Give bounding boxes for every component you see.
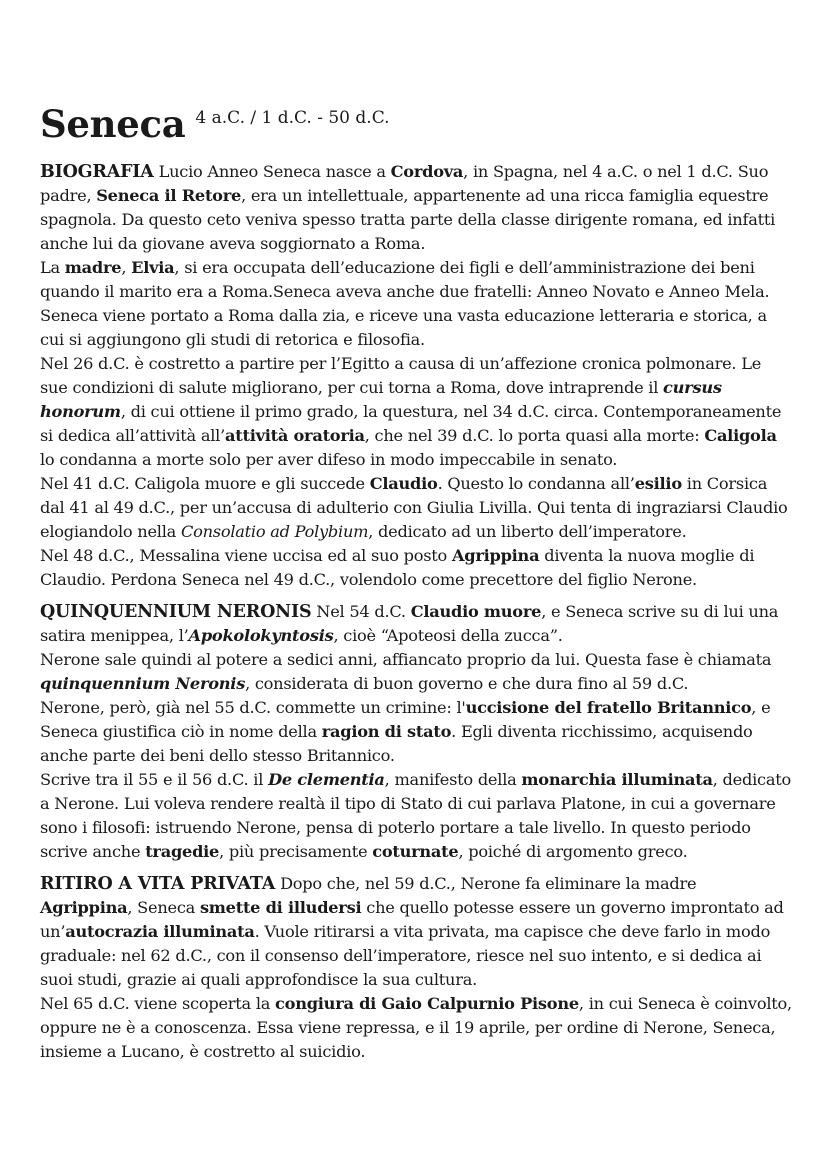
section-heading: BIOGRAFIA: [40, 162, 154, 182]
text: lo condanna a morte solo per aver difeso in modo impeccabile in senato.: [40, 450, 618, 469]
text: Scrive tra il 55 e il 56 d.C. il: [40, 770, 269, 789]
paragraph: [40, 696, 792, 768]
text: Nel 41 d.C. Caligola muore e gli succede: [40, 474, 370, 493]
bold-text: Elvia: [131, 258, 175, 277]
text: Nel 26 d.C. è costretto a partire per l’Egitto a causa di un’affezione cronica polmonare. Le sue condizioni di salute migliorano, per cui torna a Roma, dove intraprende il: [40, 354, 762, 397]
page-title: Seneca: [40, 102, 186, 146]
paragraph: [40, 472, 792, 544]
bold-text: Claudio muore: [410, 602, 542, 621]
text: Lucio Anneo Seneca nasce a: [153, 162, 391, 181]
text: Dopo che, nel 59 d.C., Nerone fa eliminare la madre: [275, 874, 697, 893]
bold-italic-text: quinquennium Neronis: [40, 674, 246, 693]
bold-text: congiura di Gaio Calpurnio Pisone: [275, 994, 579, 1013]
paragraph: [40, 992, 792, 1064]
text: , in Spagna, nel 4 a.C. o nel 1 d.C. Suo padre,: [40, 162, 769, 205]
text: , Seneca: [127, 898, 200, 917]
bold-text: Claudio: [369, 474, 438, 493]
text: , poiché di argomento greco.: [458, 842, 688, 861]
text: Nerone sale quindi al potere a sedici anni, affiancato proprio da lui. Questa fase è chiamata: [40, 650, 772, 669]
bold-italic-text: cursus honorum: [40, 378, 722, 421]
bold-text: Agrippina: [40, 898, 128, 917]
text: , si era occupata dell’educazione dei figli e dell’amministrazione dei beni quando il marito era a Roma.Seneca aveva anche due fratelli: Anneo Novato e Anneo Mela. Seneca viene portato a Roma dalla zia, e riceve una vasta educazione letteraria e storica, a cui si aggiungono gli studi di retorica e filosofia.: [40, 258, 770, 349]
paragraph: [40, 160, 792, 256]
bold-text: coturnate: [372, 842, 459, 861]
bold-italic-text: De clementia: [268, 770, 385, 789]
section-heading: QUINQUENNIUM NERONIS: [40, 602, 312, 622]
text: diventa la nuova moglie di Claudio. Perdona Seneca nel 49 d.C., volendolo come precettore del figlio Nerone.: [40, 546, 755, 589]
text: Nerone, però, già nel 55 d.C. commette un crimine: l': [40, 698, 466, 717]
paragraph: [40, 544, 792, 592]
life-dates: 4 a.C. / 1 d.C. - 50 d.C.: [195, 108, 390, 128]
bold-italic-text: Apokolokyntosis: [188, 626, 334, 645]
text: La: [40, 258, 65, 277]
bold-text: attività oratoria: [225, 426, 365, 445]
bold-text: Seneca il Retore: [96, 186, 242, 205]
text: . Questo lo condanna all’: [437, 474, 635, 493]
title-row: [40, 98, 792, 150]
text: Nel 54 d.C.: [311, 602, 411, 621]
text: , era un intellettuale, appartenente ad una ricca famiglia equestre spagnola. Da questo ceto veniva spesso tratta parte della classe dirigente romana, ed infatti anche lui da giovane aveva soggiornato a Roma.: [40, 186, 776, 253]
text: Nel 48 d.C., Messalina viene uccisa ed al suo posto: [40, 546, 452, 565]
section-biografia: [40, 160, 792, 592]
text: , in cui Seneca è coinvolto, oppure ne è a conoscenza. Essa viene repressa, e il 19 aprile, per ordine di Nerone, Seneca, insieme a Lucano, è costretto al suicidio.: [40, 994, 792, 1061]
bold-text: Cordova: [390, 162, 464, 181]
text: , dedicato ad un liberto dell’imperatore.: [368, 522, 687, 541]
bold-text: uccisione del fratello Britannico: [465, 698, 752, 717]
text: , di cui ottiene il primo grado, la questura, nel 34 d.C. circa. Contemporaneamente si dedica all’attività all’: [40, 402, 782, 445]
bold-text: ragion di stato: [321, 722, 452, 741]
text: , e Seneca giustifica ciò in nome della: [40, 698, 771, 741]
text: ,: [121, 258, 132, 277]
text: . Egli diventa ricchissimo, acquisendo anche parte dei beni dello stesso Britannico.: [40, 722, 753, 765]
document-page: [40, 98, 792, 1072]
bold-text: Agrippina: [451, 546, 540, 565]
text: che quello potesse essere un governo improntato ad un’: [40, 898, 784, 941]
text: in Corsica dal 41 al 49 d.C., per un’accusa di adulterio con Giulia Livilla. Qui tenta di ingraziarsi Claudio elogiandolo nella: [40, 474, 788, 541]
bold-text: autocrazia illuminata: [65, 922, 255, 941]
section-ritiro: [40, 872, 792, 1064]
text: , considerata di buon governo e che dura fino al 59 d.C.: [245, 674, 689, 693]
paragraph: [40, 872, 792, 992]
paragraph: [40, 352, 792, 472]
text: . Vuole ritirarsi a vita privata, ma capisce che deve farlo in modo graduale: nel 62 d.C., con il consenso dell’imperatore, riesce nel suo intento, e si dedica ai suoi studi, grazie ai quali approfondisce la sua cultura.: [40, 922, 771, 989]
paragraph: [40, 600, 792, 648]
text: , e Seneca scrive su di lui una satira menippea, l’: [40, 602, 779, 645]
section-quinquennium: [40, 600, 792, 864]
bold-text: monarchia illuminata: [521, 770, 713, 789]
text: , dedicato a Nerone. Lui voleva rendere realtà il tipo di Stato di cui parlava Platone, in cui a governare sono i filosofi: istruendo Nerone, pensa di poterlo portare a tale livello. In questo periodo scrive anche: [40, 770, 792, 861]
text: , che nel 39 d.C. lo porta quasi alla morte:: [364, 426, 705, 445]
bold-text: smette di illudersi: [199, 898, 362, 917]
text: , cioè “Apoteosi della zucca”.: [333, 626, 563, 645]
section-heading: RITIRO A VITA PRIVATA: [40, 874, 276, 894]
text: , manifesto della: [384, 770, 522, 789]
paragraph: [40, 768, 792, 864]
paragraph: [40, 648, 792, 696]
bold-text: Caligola: [704, 426, 777, 445]
bold-text: esilio: [634, 474, 682, 493]
paragraph: [40, 256, 792, 352]
bold-text: tragedie: [145, 842, 220, 861]
bold-text: madre: [64, 258, 122, 277]
italic-text: Consolatio ad Polybium: [180, 522, 369, 541]
text: Nel 65 d.C. viene scoperta la: [40, 994, 276, 1013]
text: , più precisamente: [219, 842, 373, 861]
